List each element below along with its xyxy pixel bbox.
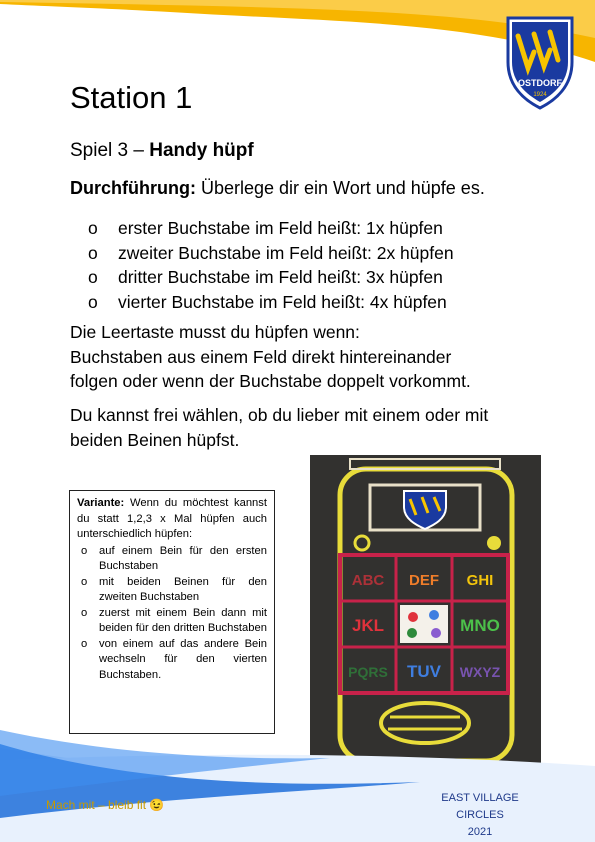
variant-item-text: zuerst mit einem Bein dann mit beiden für den dritten Buchstaben [99,606,267,634]
hopscotch-photo [310,455,541,770]
paragraph-line: beiden Beinen hüpfst. [70,429,240,450]
key-label: PQRS [348,664,388,680]
variant-item-text: mit beiden Beinen für den zweiten Buchstaben [99,575,267,603]
instruction-text: Überlege dir ein Wort und hüpfe es. [195,178,485,198]
list-item [88,265,454,290]
variant-list [77,544,267,684]
space-rule-paragraph [70,320,540,394]
list-item [88,241,454,266]
footer-slogan: Mach mit – bleib fit 😉 [46,798,165,812]
list-item [81,606,267,637]
footer-year: 2021 [467,826,493,838]
club-logo [500,12,580,112]
variant-box [69,490,275,734]
instruction [70,178,485,199]
variant-item-text: von einem auf das andere Bein wechseln für den vierten Buchstaben. [99,637,267,681]
page-title: Station 1 [70,80,193,115]
bullet-icon: o [81,606,88,619]
footer-org-name: EAST VILLAGE CIRCLES [441,792,519,821]
steps-list [88,216,454,314]
list-item [81,575,267,606]
step-text: dritter Buchstabe im Feld heißt: 3x hüpfen [118,267,443,287]
key-label: WXYZ [459,664,501,680]
key-label: TUV [407,662,441,681]
step-text: erster Buchstabe im Feld heißt: 1x hüpfen [118,218,443,238]
logo-year: 1924 [533,92,547,98]
game-subtitle [70,140,254,162]
key-label: ABC [351,572,385,589]
footer-org [420,790,540,841]
logo-text: OSTDORF [518,78,562,88]
instruction-label: Durchführung: [70,178,196,198]
step-text: vierter Buchstabe im Feld heißt: 4x hüpfen [118,291,447,312]
paragraph-line: Du kannst frei wählen, ob du lieber mit einem oder mit [70,405,489,425]
bullet-icon: o [81,637,88,650]
bullet-icon: o [88,291,98,312]
subtitle-prefix: Spiel 3 – [70,140,150,161]
variant-intro-text: Wenn du möchtest kannst du statt 1,2,3 x Mal hüpfen auch unterschiedlich hüpfen: [77,497,267,540]
step-text: zweiter Buchstabe im Feld heißt: 2x hüpfen [118,242,454,263]
variant-label: Variante: [77,497,125,509]
bullet-icon: o [81,575,88,588]
bullet-icon: o [81,544,88,557]
key-label: JKL [351,616,385,635]
paragraph-line: folgen oder wenn der Buchstabe doppelt vorkommt. [70,371,471,391]
list-item [88,216,454,241]
key-label: GHI [466,572,494,589]
game-name: Handy hüpf [149,140,254,161]
paragraph-line: Die Leertaste musst du hüpfen wenn: [70,322,360,342]
list-item [81,544,267,575]
paragraph-line: Buchstaben aus einem Feld direkt hintereinander [70,346,452,367]
variant-item-text: auf einem Bein für den ersten Buchstaben [99,544,267,572]
bullet-icon: o [88,242,98,263]
bullet-icon: o [88,218,98,238]
key-label: MNO [460,616,500,635]
list-item [81,637,267,684]
bullet-icon: o [88,267,98,287]
key-label: DEF [409,572,439,589]
list-item [88,290,454,315]
variant-intro [77,496,267,543]
legs-paragraph [70,403,540,452]
